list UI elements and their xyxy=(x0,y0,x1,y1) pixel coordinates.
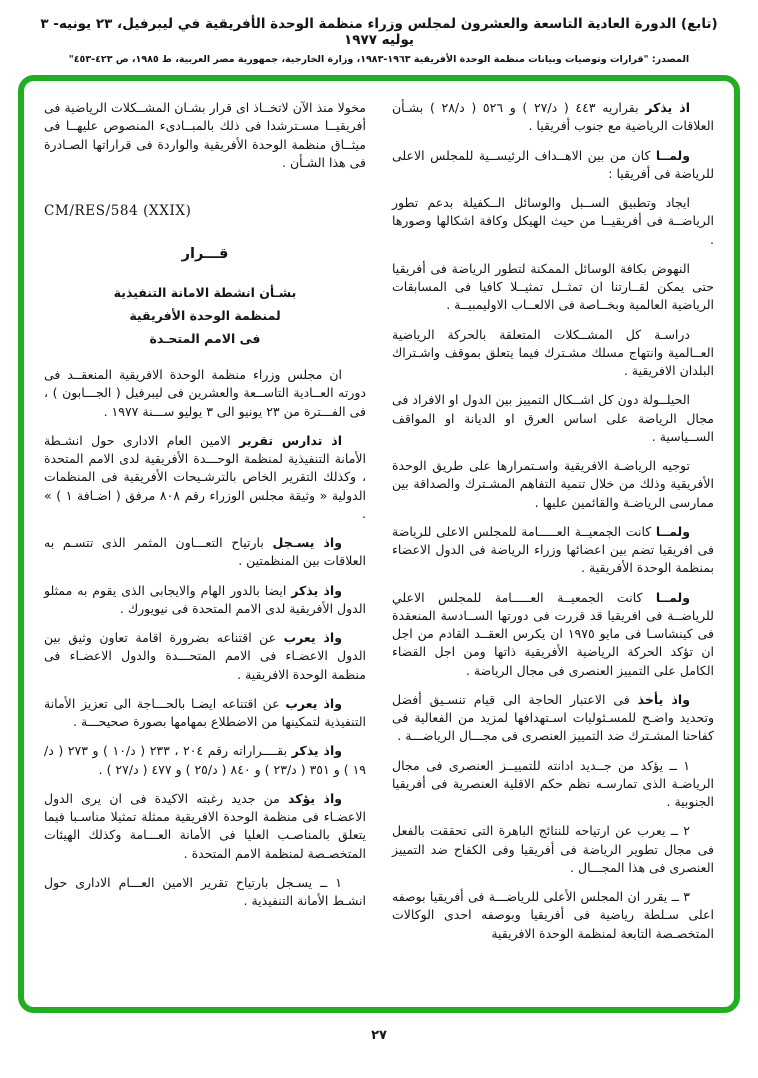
paragraph-lead: ولمــا xyxy=(655,589,690,605)
paragraph-text: ٢ ــ يعرب عن ارتياحه للنتائج الباهرة التى تحققت بالفعل فى مجال تطوير الرياضة فى أفريقيا وفى الكفاح ضد التمييز العنصرى فى هذا المجـــال . xyxy=(392,823,714,875)
paragraph-lead: واذ يؤكد xyxy=(288,790,342,806)
paragraph xyxy=(392,260,714,315)
paragraph-text: بقــــراراته رقم ٢٠٤ ، ٢٣٣ ( د/١٠ ) و ٢٧٣ ( د/١٩ ) و ٣٥١ ( د/٢٣ ) و ٨٤٠ ( د/٢٥ ) و ٤٧٧ ( د/٢٧ ) . xyxy=(44,743,366,777)
resolution-reference: CM/RES/584 (XXIX) xyxy=(44,203,192,219)
paragraph xyxy=(44,874,366,911)
paragraph-lead: واذ يعرب xyxy=(283,630,342,646)
paragraph xyxy=(392,99,714,136)
paragraph-lead: اذ يذكر xyxy=(645,100,690,115)
paragraph-lead: واذ يذكر xyxy=(291,582,342,598)
paragraph-text: ١ ــ يؤكد من جــديد ادانته للتمييــز العنصرى فى مجال الرياضـة الذى تمارسـه نظم حكم الاقلية العنصرية فى أفريقيا الجنوبية . xyxy=(392,757,714,809)
paragraph xyxy=(392,194,714,249)
resolution-subtitle-line-2: لمنظمة الوحدة الأفريقية xyxy=(129,307,281,323)
paragraph-text: ٣ ــ يقرر ان المجلس الأعلى للرياضـــة فى أفريقيا بوصفه اعلى سـلطة رياضية فى أفريقيا وبوصفه احدى الوكالات المتخصـصة التابعة لمنظمة الوحدة الافريقية xyxy=(392,889,714,941)
green-border-box xyxy=(18,75,740,1013)
continuation-paragraph xyxy=(44,99,366,172)
page-number: ٢٧ xyxy=(371,1028,387,1043)
resolution-title: قـــرار xyxy=(181,245,229,262)
paragraph xyxy=(392,523,714,578)
paragraph xyxy=(44,534,366,571)
paragraph-lead: واذ يذكر xyxy=(291,743,343,759)
paragraph-text: ايجاد وتطبيق الســبل والوسائل الــكفيلة بدعم تطور الرياضــة فى أفريقيــا من حيث الهيكل وكافة اشكالها وصورها . xyxy=(392,195,714,247)
paragraph-text: كان من بين الاهــداف الرئيســية للمجلس الاعلى للرياضة فى أفريقيا : xyxy=(392,147,714,181)
paragraph-text: توجيه الرياضـة الافريقية واسـتمرارها على طريق الوحدة الأفريقية وذلك من خلال تنمية التفاهم المشـترك والصداقة بين ممارسى الرياضـة والقائمين عليها . xyxy=(392,458,714,510)
paragraph-text: كانت الجمعيــة العـــــامة للمجلس الاعلى للرياضة فى افريقيا تضم بين اعضائها وزراء الرياضة فى الدول الاعضاء بمنظمة الوحدة الأفريقية . xyxy=(392,523,714,576)
paragraph-lead: واذ يسـجل xyxy=(272,535,342,551)
paragraph xyxy=(44,629,366,684)
paragraph-lead: واذ يعرب xyxy=(285,695,342,711)
paragraph-text: عن اقتناعه بضرورة اقامة تعاون وثيق بين الدول الاعضـاء فى الامم المتحـــدة والدول الاعضـاء فى منظمة الوحدة الافريقية . xyxy=(44,630,366,682)
paragraph-lead: واذ يأخذ xyxy=(637,691,690,707)
paragraph xyxy=(392,691,714,746)
paragraph-text: عن اقتناعه ايضـا بالحـــاجة الى تعزيز الأمانة التنفيذية لتمكينها من الاضطلاع بمهامها بصورة صحيحـــة . xyxy=(44,695,366,730)
paragraph-lead: ولمــا xyxy=(655,147,690,163)
paragraph-text: ايضا بالدور الهام والايجابى الذى يقوم به ممثلو الدول الأفريقية لدى الامم المتحدة فى نيويورك . xyxy=(44,582,366,616)
paragraph xyxy=(392,326,714,381)
paragraph-text: دراسـة كل المشــكلات المتعلقة بالحركة الرياضية العــالمية وانتهاج مسلك مشـترك فيما يتعلق بموقف واشـتراك البلدان الافريقية . xyxy=(392,326,714,378)
session-title: (تابع) الدورة العادية التاسعة والعشرون لمجلس وزراء منظمة الوحدة الأفريقية في ليبرفيل، ٢٣ يونيه- ٣ يوليه ١٩٧٧ xyxy=(40,16,718,48)
paragraph-text: مخولا منذ الآن لاتخــاذ اى قرار بشـان المشــكلات الرياضية فى أفريقيــا مسـترشدا فى ذلك بالمبــادىء المنصوص عليهــا فى ميثــاق منظمة الوحدة الأفريقية والواردة فى قراراتها الصـادرة فى هذا الشـأن . xyxy=(44,100,366,170)
resolution-subtitle xyxy=(44,281,366,350)
paragraph xyxy=(44,432,366,523)
paragraph xyxy=(44,366,366,421)
paragraph-text: الامين العام الادارى حول انشـطة الأمانة التنفيذية لمنظمة الوحـــدة الأفريقية لدى الامم المتحدة ، وكذلك التقرير الخاص بالترشـيحات الأفريقية فى المنظمات الدولية « وثيقة مجلس الوزراء رقم ٨٠٨ مرفق ( اضـافة ١ ) » . xyxy=(44,432,366,521)
paragraph-text: النهوض بكافة الوسائل الممكنة لتطور الرياضة فى أفريقيا حتى يمكن لقــارتنا ان تمثــل تمثيــلا كافيا فى المسابقات الرياضية العالمية وبخــاصة فى الالعــاب الاوليمبيــة . xyxy=(392,260,714,313)
paragraph xyxy=(392,391,714,446)
paragraph-text: بقراريه ٤٤٣ ( د/٢٧ ) و ٥٢٦ ( د/٢٨ ) بشـأن العلاقات الرياضية مع جنوب أفريقيا . xyxy=(392,100,714,134)
paragraph-text: ١ ــ يسـجل بارتياح تقرير الامين العـــام الادارى حول انشـط الأمانة التنفيذية . xyxy=(44,874,366,909)
column-left xyxy=(44,99,366,997)
two-column-layout xyxy=(44,99,714,997)
paragraph-text: من جديد رغبته الاكيدة فى ان يرى الدول الاعضـاء فى منظمة الوحدة الافريقية ممثلة تمثيلا مناسـبا فيما يتعلق بالمناصـب العليا فى الأمانة العـــامة وكذلك الهيئات المتخصـصة لمنظمة الامم المتحدة . xyxy=(44,790,366,861)
paragraph xyxy=(392,757,714,812)
paragraph xyxy=(44,695,366,732)
paragraph-lead: ولمــا xyxy=(655,523,690,539)
paragraph-text: فى الاعتبار الحاجة الى قيام تنسـيق أفضل وتحديد واضـح للمسـئوليات اسـتهدافها لمزيد من الفعالية فى كفاحنا المشـترك ضد التمييز العنصرى فى مجـــال الرياضـــة . xyxy=(392,691,714,744)
page-header xyxy=(0,0,758,65)
paragraph xyxy=(44,742,366,779)
paragraph xyxy=(44,582,366,619)
paragraph xyxy=(392,589,714,680)
paragraph-lead: اذ تدارس تقرير xyxy=(239,432,342,448)
column-right xyxy=(392,99,714,997)
paragraph-text: كانت الجمعيــة العـــــامة للمجلس الاعلي للرياضــة فى افريقيا قد قررت فى دورتها الســادسة المنعقدة فى كينشاسـا فى مايو ١٩٧٥ ان يكرس العقــد القادم من اجل ان تؤكد الحركة الرياضية الأفريقية ذاتها ومن اجل القضاء الكامل على التمييز العنصرى فى مجال الرياضة . xyxy=(392,589,714,678)
resolution-subtitle-line-1: بشـأن انشطة الامانة التنفيذية xyxy=(113,284,297,300)
paragraph-text: الحيلــولة دون كل اشــكال التمييز بين الدول او الافراد فى مجال الرياضة على اساس العرق او الديانة او المواقف الســياسية . xyxy=(392,392,714,444)
paragraph-text: ان مجلس وزراء منظمة الوحدة الافريقية المنعقــد فى دورته العــادية التاســعة والعشرين فى ليبرفيل ( الجـــابون ) ، فى الفـــترة من ٢٣ يونيو الى ٣ يوليو ســـنة ١٩٧٧ . xyxy=(44,367,366,419)
left-column-paragraphs xyxy=(44,366,366,910)
resolution-subtitle-line-3: فى الامم المتحـدة xyxy=(149,331,261,347)
paragraph-text: بارتياح التعـــاون المثمر الذى تتسـم به العلاقات بين المنظمتين . xyxy=(44,535,366,569)
source-note: المصدر: "قرارات وتوصيات وبيانات منظمة الوحدة الأفريقية ١٩٦٣-١٩٨٣، وزارة الخارجية، جمهورية مصر العربية، ط ١٩٨٥، ص ٤٢٣-٤٥٣" xyxy=(68,54,690,65)
paragraph xyxy=(392,822,714,877)
paragraph xyxy=(392,888,714,943)
paragraph xyxy=(44,790,366,863)
paragraph xyxy=(392,147,714,184)
paragraph xyxy=(392,457,714,512)
